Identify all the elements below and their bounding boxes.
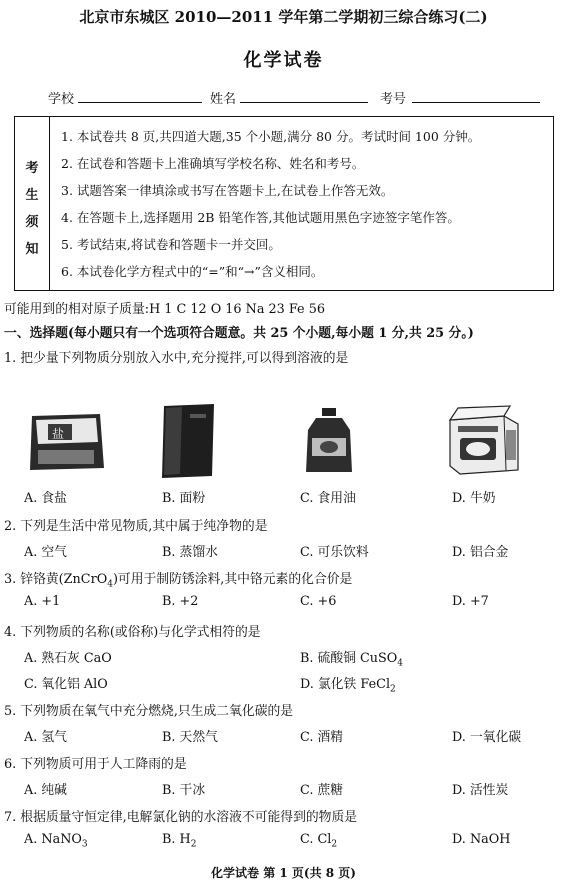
section-one-heading: 一、选择题(每小题只有一个选项符合题意。共 25 个小题,每小题 1 分,共 25 分。) (4, 326, 474, 341)
salt-bag-image (28, 412, 106, 472)
question-1-stem: 1. 把少量下列物质分别放入水中,充分搅拌,可以得到溶液的是 (4, 351, 349, 366)
school-label: 学校 (48, 92, 75, 107)
question-2-stem: 2. 下列是生活中常见物质,其中属于纯净物的是 (4, 519, 268, 534)
q2-option-b[interactable]: B. 蒸馏水 (162, 545, 218, 560)
exam-subject-title: 化学试卷 (243, 50, 324, 71)
q4-option-b[interactable] (300, 647, 403, 669)
notice-item: 4. 在答题卡上,选择题用 2B 铅笔作答,其他试题用黑色字迹签字笔作答。 (61, 210, 460, 225)
notice-item: 5. 考试结束,将试卷和答题卡一并交回。 (61, 237, 281, 252)
q6-option-c[interactable]: C. 蔗糖 (300, 783, 344, 798)
q7-option-c-text: C. Cl (300, 832, 332, 847)
candidate-notice-box (14, 116, 554, 291)
flour-bag-image (160, 404, 216, 478)
exam-number-blank[interactable] (412, 88, 540, 103)
school-blank[interactable] (78, 88, 202, 103)
q6-option-b[interactable]: B. 干冰 (162, 783, 206, 798)
q6-option-a[interactable]: A. 纯碱 (24, 783, 67, 798)
q3-stem-part: 3. 锌铬黄(ZnCrO (4, 572, 108, 587)
question-6-stem: 6. 下列物质可用于人工降雨的是 (4, 757, 187, 772)
q4-option-a[interactable]: A. 熟石灰 CaO (24, 651, 112, 666)
q7-option-b-text: B. H (162, 832, 191, 847)
q3-option-a[interactable]: A. +1 (24, 594, 61, 609)
q4-option-d-text: D. 氯化铁 FeCl (300, 677, 391, 692)
question-5-stem: 5. 下列物质在氧气中充分燃烧,只生成二氧化碳的是 (4, 704, 294, 719)
q4-option-d-subscript: 2 (390, 684, 396, 695)
notice-item: 3. 试题答案一律填涂或书写在答题卡上,在试卷上作答无效。 (61, 183, 394, 198)
q7-option-b-subscript: 2 (190, 839, 197, 850)
q6-option-d[interactable]: D. 活性炭 (452, 783, 509, 798)
q3-option-d[interactable]: D. +7 (452, 594, 489, 609)
notice-item: 1. 本试卷共 8 页,共四道大题,35 个小题,满分 80 分。考试时间 100 分钟。 (61, 129, 481, 144)
q1-option-b[interactable]: B. 面粉 (162, 491, 206, 506)
q5-option-c[interactable]: C. 酒精 (300, 730, 344, 745)
q7-option-b[interactable] (162, 832, 196, 850)
q3-option-c[interactable]: C. +6 (300, 594, 337, 609)
question-4-stem: 4. 下列物质的名称(或俗称)与化学式相符的是 (4, 625, 261, 640)
q4-option-b-subscript: 4 (397, 658, 404, 669)
q3-stem-part: )可用于制防锈涂料,其中铬元素的化合价是 (112, 572, 353, 587)
q2-option-a[interactable]: A. 空气 (24, 545, 67, 560)
name-label: 姓名 (210, 92, 237, 107)
q5-option-d[interactable]: D. 一氧化碳 (452, 730, 522, 745)
q2-option-d[interactable]: D. 铝合金 (452, 545, 509, 560)
q7-option-a-text: A. NaNO (24, 832, 82, 847)
notice-heading-char: 须 (25, 215, 39, 230)
q3-stem-subscript: 4 (107, 579, 113, 590)
atomic-masses-line: 可能用到的相对原子质量:H 1 C 12 O 16 Na 23 Fe 56 (4, 302, 325, 317)
q2-option-c[interactable]: C. 可乐饮料 (300, 545, 369, 560)
exam-title: 北京市东城区 2010—2011 学年第二学期初三综合练习(二) (79, 8, 488, 26)
notice-heading-char: 知 (25, 242, 39, 257)
exam-number-label: 考号 (380, 92, 407, 107)
notice-heading-char: 生 (25, 188, 39, 203)
q7-option-a[interactable] (24, 832, 88, 850)
cooking-oil-bottle-image (302, 408, 356, 478)
q5-option-a[interactable]: A. 氢气 (24, 730, 67, 745)
notice-heading-char: 考 (25, 161, 39, 176)
q1-option-c[interactable]: C. 食用油 (300, 491, 356, 506)
milk-carton-image (444, 404, 524, 476)
q7-option-c[interactable] (300, 832, 337, 850)
q7-option-a-subscript: 3 (81, 839, 88, 850)
q1-option-d[interactable]: D. 牛奶 (452, 491, 496, 506)
q5-option-b[interactable]: B. 天然气 (162, 730, 218, 745)
notice-item: 6. 本试卷化学方程式中的“=”和“→”含义相同。 (61, 264, 324, 279)
svg-text:盐: 盐 (52, 427, 65, 441)
question-7-stem: 7. 根据质量守恒定律,电解氯化钠的水溶液不可能得到的物质是 (4, 810, 358, 825)
q7-option-d[interactable]: D. NaOH (452, 832, 511, 847)
name-blank[interactable] (240, 88, 368, 103)
q1-option-a[interactable]: A. 食盐 (24, 491, 67, 506)
q4-option-d[interactable] (300, 673, 396, 695)
q4-option-c[interactable]: C. 氧化铝 AlO (24, 677, 108, 692)
q4-option-b-text: B. 硫酸铜 CuSO (300, 651, 398, 666)
page-footer: 化学试卷 第 1 页(共 8 页) (211, 866, 356, 880)
notice-item: 2. 在试卷和答题卡上准确填写学校名称、姓名和考号。 (61, 156, 365, 171)
q3-option-b[interactable]: B. +2 (162, 594, 199, 609)
question-3-stem (4, 568, 352, 590)
q7-option-c-subscript: 2 (331, 839, 338, 850)
notice-heading-column (15, 117, 50, 290)
